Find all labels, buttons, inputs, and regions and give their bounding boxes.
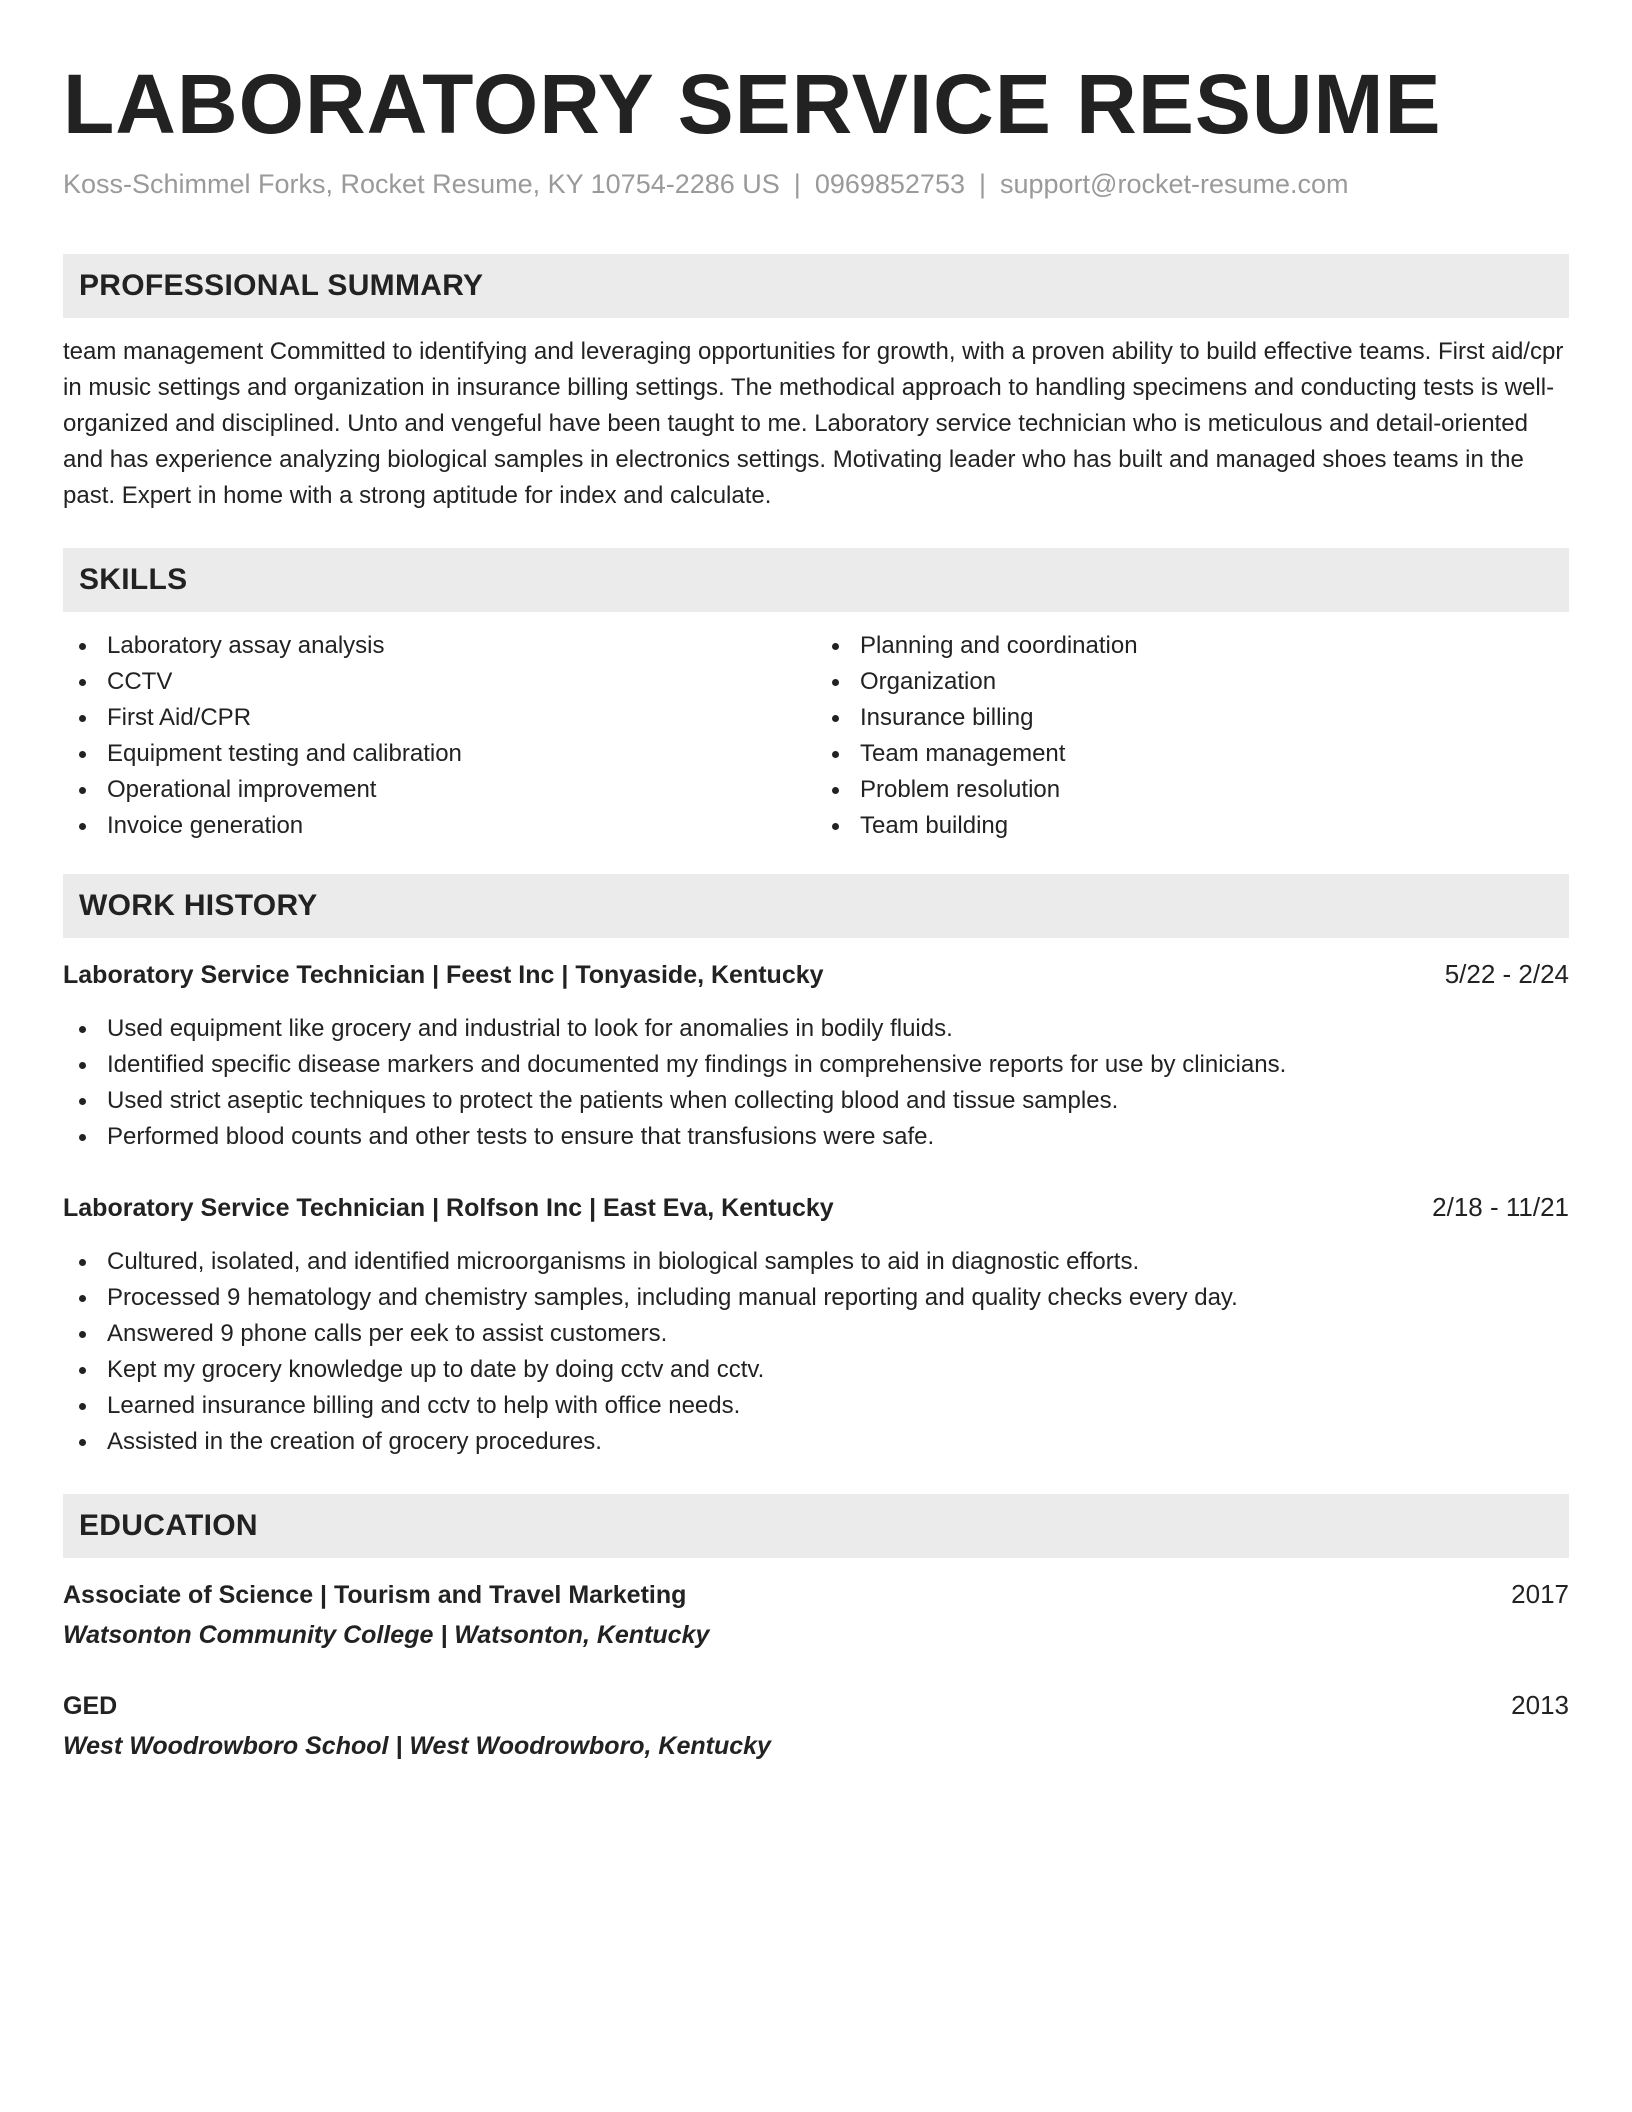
education-entry xyxy=(63,1687,1569,1764)
education-entry xyxy=(63,1576,1569,1653)
phone: 0969852753 xyxy=(814,169,965,199)
education-degree: Associate of Science | Tourism and Travel Marketing xyxy=(63,1581,687,1609)
job-title: Laboratory Service Technician | Feest Inc | Tonyaside, Kentucky xyxy=(63,961,824,989)
section-header-education: EDUCATION xyxy=(63,1494,1569,1558)
job-bullet: Learned insurance billing and cctv to help with office needs. xyxy=(63,1388,1569,1424)
job-dates: 5/22 - 2/24 xyxy=(1444,959,1569,989)
job-bullets xyxy=(63,1011,1569,1155)
job-bullet: Used equipment like grocery and industrial to look for anomalies in bodily fluids. xyxy=(63,1011,1569,1047)
address: Koss-Schimmel Forks, Rocket Resume, KY 10754-2286 US xyxy=(63,169,780,199)
education-school: West Woodrowboro School | West Woodrowboro, Kentucky xyxy=(63,1732,771,1760)
job-bullet: Identified specific disease markers and documented my findings in comprehensive reports for use by clinicians. xyxy=(63,1047,1569,1083)
education-header xyxy=(63,1687,1569,1724)
job-bullet: Answered 9 phone calls per eek to assist customers. xyxy=(63,1316,1569,1352)
education-degree: GED xyxy=(63,1692,118,1720)
job-bullet: Assisted in the creation of grocery procedures. xyxy=(63,1424,1569,1460)
job-bullet: Processed 9 hematology and chemistry samples, including manual reporting and quality checks every day. xyxy=(63,1280,1569,1316)
education-header xyxy=(63,1576,1569,1613)
skills-grid xyxy=(63,628,1569,844)
skill-item: Equipment testing and calibration xyxy=(63,736,816,772)
job-bullet: Cultured, isolated, and identified microorganisms in biological samples to aid in diagnostic efforts. xyxy=(63,1244,1569,1280)
section-header-skills: SKILLS xyxy=(63,548,1569,612)
skills-column-right xyxy=(816,628,1569,844)
skill-item: Team management xyxy=(816,736,1569,772)
job-entry xyxy=(63,1189,1569,1460)
education-year: 2013 xyxy=(1511,1690,1569,1720)
education-year: 2017 xyxy=(1511,1579,1569,1609)
job-bullet: Used strict aseptic techniques to protect the patients when collecting blood and tissue samples. xyxy=(63,1083,1569,1119)
skill-item: Planning and coordination xyxy=(816,628,1569,664)
skills-column-left xyxy=(63,628,816,844)
skill-item: Operational improvement xyxy=(63,772,816,808)
job-entry xyxy=(63,956,1569,1155)
job-dates: 2/18 - 11/21 xyxy=(1432,1192,1569,1222)
skill-item: CCTV xyxy=(63,664,816,700)
job-title: Laboratory Service Technician | Rolfson Inc | East Eva, Kentucky xyxy=(63,1194,834,1222)
skill-item: First Aid/CPR xyxy=(63,700,816,736)
skill-item: Insurance billing xyxy=(816,700,1569,736)
education-school: Watsonton Community College | Watsonton, Kentucky xyxy=(63,1621,710,1649)
job-bullet: Performed blood counts and other tests to ensure that transfusions were safe. xyxy=(63,1119,1569,1155)
skill-item: Invoice generation xyxy=(63,808,816,844)
contact-line xyxy=(63,166,1569,202)
skill-item: Team building xyxy=(816,808,1569,844)
section-header-summary: PROFESSIONAL SUMMARY xyxy=(63,254,1569,318)
section-header-work-history: WORK HISTORY xyxy=(63,874,1569,938)
skill-item: Laboratory assay analysis xyxy=(63,628,816,664)
email: support@rocket-resume.com xyxy=(1000,169,1349,199)
job-bullets xyxy=(63,1244,1569,1460)
job-bullet: Kept my grocery knowledge up to date by doing cctv and cctv. xyxy=(63,1352,1569,1388)
skill-item: Organization xyxy=(816,664,1569,700)
contact-separator: | xyxy=(793,169,801,199)
skill-item: Problem resolution xyxy=(816,772,1569,808)
resume-title: LABORATORY SERVICE RESUME xyxy=(63,57,1442,151)
job-header xyxy=(63,1189,1569,1226)
summary-text: team management Committed to identifying and leveraging opportunities for growth, with a proven ability to build effective teams. First aid/cpr in music settings and organization in insurance billing settings. The methodical approach to handling specimens and conducting tests is well-organized and disciplined. Unto and vengeful have been taught to me. Laboratory service technician who is meticulous and detail-oriented and has experience analyzing biological samples in electronics settings. Motivating leader who has built and managed shoes teams in the past. Expert in home with a strong aptitude for index and calculate. xyxy=(63,338,1564,509)
contact-separator: | xyxy=(978,169,986,199)
job-header xyxy=(63,956,1569,993)
